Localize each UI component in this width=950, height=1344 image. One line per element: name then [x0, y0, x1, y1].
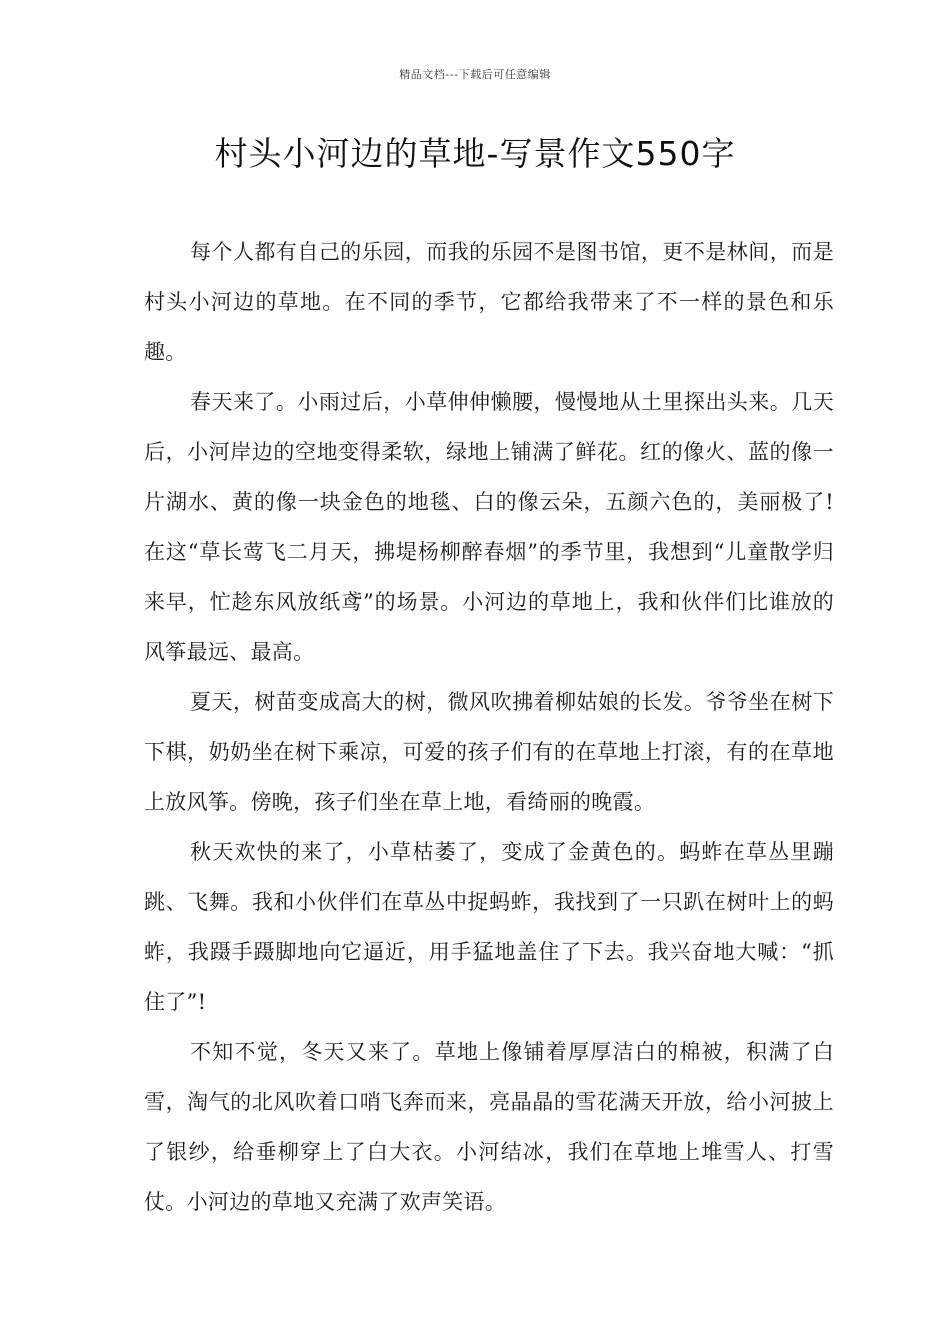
- paragraph-summer: 夏天，树苗变成高大的树，微风吹拂着柳姑娘的长发。爷爷坐在树下下棋，奶奶坐在树下乘凉，可爱的孩子们有的在草地上打滚，有的在草地上放风筝。傍晚，孩子们坐在草上地，看绮丽的晚霞。: [144, 690, 834, 814]
- paragraph-autumn: 秋天欢快的来了，小草枯萎了，变成了金黄色的。蚂蚱在草丛里蹦跳、飞舞。我和小伙伴们在草丛中捉蚂蚱，我找到了一只趴在树叶上的蚂蚱，我蹑手蹑脚地向它逼近，用手猛地盖住了下去。我兴奋地大喊：“抓住了”!: [144, 840, 834, 1014]
- paragraph-spring: 春天来了。小雨过后，小草伸伸懒腰，慢慢地从土里探出头来。几天后，小河岸边的空地变得柔软，绿地上铺满了鲜花。红的像火、蓝的像一片湖水、黄的像一块金色的地毯、白的像云朵，五颜六色的，美丽极了!在这“草长莺飞二月天，拂堤杨柳醉春烟”的季节里，我想到“儿童散学归来早，忙趁东风放纸鸢”的场景。小河边的草地上，我和伙伴们比谁放的风筝最远、最高。: [144, 390, 834, 664]
- paragraph-winter: 不知不觉，冬天又来了。草地上像铺着厚厚洁白的棉被，积满了白雪，淘气的北风吹着口哨飞奔而来，亮晶晶的雪花满天开放，给小河披上了银纱，给垂柳穿上了白大衣。小河结冰，我们在草地上堆雪人、打雪仗。小河边的草地又充满了欢声笑语。: [144, 1040, 834, 1214]
- document-title: 村头小河边的草地-写景作文550字: [214, 134, 736, 173]
- paragraph-intro: 每个人都有自己的乐园，而我的乐园不是图书馆，更不是林间，而是村头小河边的草地。在不同的季节，它都给我带来了不一样的景色和乐趣。: [144, 240, 834, 364]
- document-body: [144, 227, 834, 1227]
- running-header: 精品文档---下载后可任意编辑: [399, 68, 551, 81]
